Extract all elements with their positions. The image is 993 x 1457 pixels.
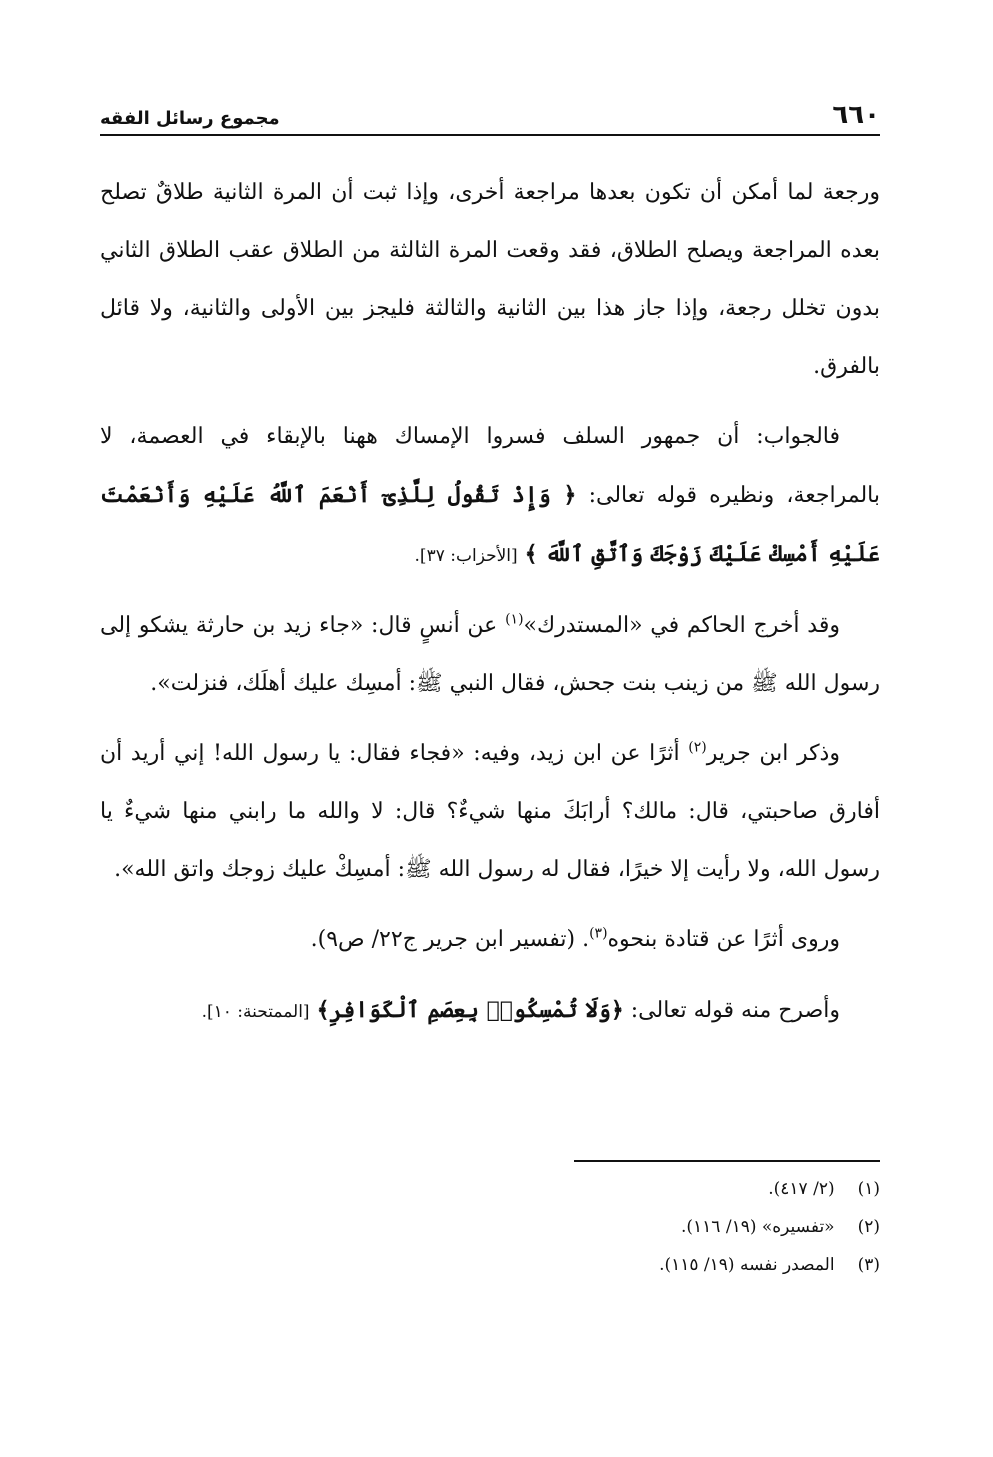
footnote-number: (٣) <box>857 1255 880 1275</box>
paragraph-6-intro: وأصرح منه قوله تعالى: <box>630 998 840 1023</box>
page-number: ٦٦٠ <box>832 100 880 130</box>
footnote-marker-1: (١) <box>505 611 524 628</box>
paragraph-4-text-b: أثرًا عن ابن زيد، وفيه: «فجاء فقال: يا رسول الله! إني أريد أن أفارق صاحبتي، قال: مالك؟ أرابَكَ منها شيءٌ؟ قال: لا والله ما رابني منها شيءٌ يا رسول الله، ولا رأيت إلا خيرًا، فقال له رسول الله ﷺ: أمسِكْ عليك زوجك واتق الله». <box>100 741 880 882</box>
footnote-text: المصدر نفسه (١٩/ ١١٥). <box>659 1255 835 1275</box>
paragraph-5-text-b: . (تفسير ابن جرير ج٢٢/ ص٩). <box>310 927 590 952</box>
verse-reference-ahzab: [الأحزاب: ٣٧]. <box>414 546 518 566</box>
footnote-text: «تفسيره» (١٩/ ١١٦). <box>680 1217 835 1237</box>
paragraph-5 <box>100 911 880 969</box>
paragraph-4-text-a: وذكر ابن جرير <box>706 741 840 766</box>
page-header <box>100 96 880 136</box>
footnote-2 <box>100 1208 880 1246</box>
footnote-marker-3: (٣) <box>589 925 608 942</box>
paragraph-3-text-b: عن أنسٍ قال: «جاء زيد بن حارثة يشكو إلى رسول الله ﷺ من زينب بنت جحش، فقال النبي ﷺ: أمسِك عليك أهلَك، فنزلت». <box>100 613 880 696</box>
main-text <box>100 164 880 1053</box>
footnote-number: (٢) <box>857 1217 880 1237</box>
footnote-divider <box>574 1160 880 1162</box>
footnotes <box>100 1170 880 1284</box>
footnote-number: (١) <box>857 1179 880 1199</box>
footnote-marker-2: (٢) <box>688 739 707 756</box>
quran-verse-mumtahana: ﴿وَلَا تُمْسِكُوا۟ بِعِصَمِ ٱلْكَوَافِرِ﴾ <box>316 997 624 1023</box>
quran-verse-ahzab: ﴿ وَإِذْ تَقُولُ لِلَّذِىٓ أَنْعَمَ ٱللَّهُ عَلَيْهِ وَأَنْعَمْتَ عَلَيْهِ أَمْسِكْ عَلَيْكَ زَوْجَكَ وَٱتَّقِ ٱللَّهَ ﴾ <box>100 482 880 567</box>
paragraph-4 <box>100 725 880 899</box>
paragraph-5-text-a: وروى أثرًا عن قتادة بنحوه <box>607 927 840 952</box>
footnote-text: (٢/ ٤١٧). <box>768 1179 835 1199</box>
footnote-1 <box>100 1170 880 1208</box>
paragraph-3 <box>100 597 880 713</box>
paragraph-2-intro: فالجواب: أن جمهور السلف فسروا الإمساك ههنا بالإبقاء في العصمة، لا بالمراجعة، ونظيره قوله تعالى: <box>100 424 880 508</box>
verse-reference-mumtahana: [الممتحنة: ١٠]. <box>201 1002 310 1022</box>
paragraph-1: ورجعة لما أمكن أن تكون بعدها مراجعة أخرى، وإذا ثبت أن المرة الثانية طلاقٌ تصلح بعده المراجعة ويصلح الطلاق، فقد وقعت المرة الثالثة من الطلاق عقب الطلاق الثاني بدون تخلل رجعة، وإذا جاز هذا بين الثانية والثالثة فليجز بين الأولى والثانية، ولا قائل بالفرق. <box>100 180 880 379</box>
footnote-3 <box>100 1246 880 1284</box>
paragraph-6 <box>100 981 880 1041</box>
paragraph-2 <box>100 408 880 585</box>
paragraph-3-text-a: وقد أخرج الحاكم في «المستدرك» <box>523 613 840 638</box>
book-title: مجموع رسائل الفقه <box>100 108 280 129</box>
